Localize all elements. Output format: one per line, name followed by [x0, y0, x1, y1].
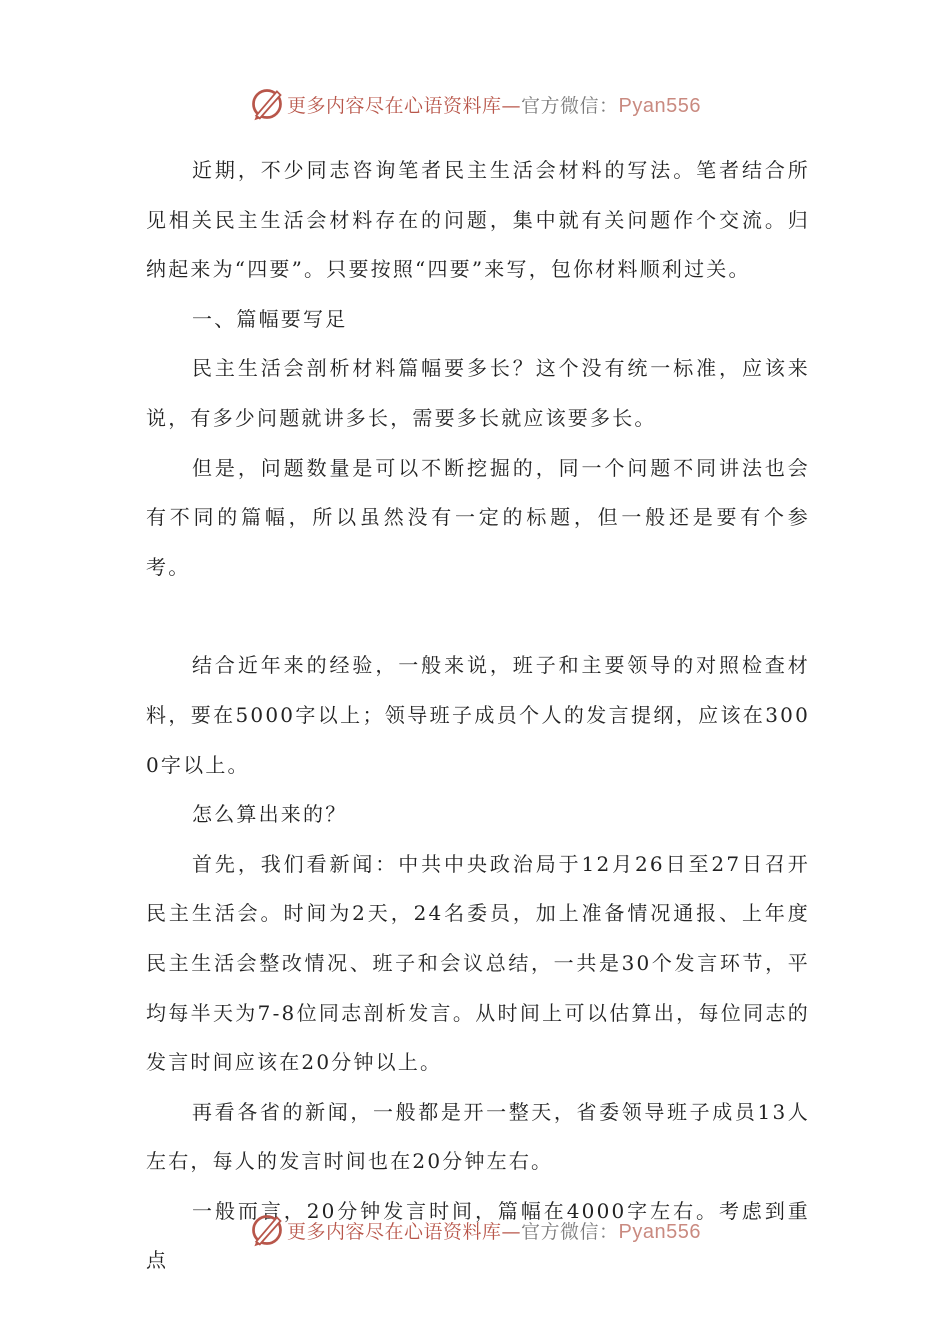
- footer-banner: [0, 1210, 950, 1250]
- pen-logo-icon: [249, 1212, 285, 1248]
- footer-dash: —: [501, 1220, 522, 1243]
- paragraph-length-question: 民主生活会剖析材料篇幅要多长？这个没有统一标准，应该来说，有多少问题就讲多长，需要多长就应该要多长。: [146, 356, 810, 430]
- header-dash: —: [501, 94, 522, 117]
- section-heading-1: 一、篇幅要写足: [192, 306, 348, 331]
- paragraph-intro: 近期，不少同志咨询笔者民主生活会材料的写法。笔者结合所见相关民主生活会材料存在的问题，集中就有关问题作个交流。归纳起来为“四要”。只要按照“四要”来写，包你材料顺利过关。: [146, 158, 810, 282]
- header-wechat-id: Pyan556: [618, 94, 701, 117]
- footer-banner-text: [287, 1217, 701, 1244]
- paragraph-length-reference: 但是，问题数量是可以不断挖掘的，同一个问题不同讲法也会有不同的篇幅，所以虽然没有一定的标题，但一般还是要有个参考。: [146, 455, 810, 579]
- header-official-label: 官方微信：: [521, 94, 619, 117]
- footer-site-text: 更多内容尽在心语资料库: [287, 1220, 502, 1243]
- paragraph-central-news: 首先，我们看新闻：中共中央政治局于12月26日至27日召开民主生活会。时间为2天，24名委员，加上准备情况通报、上年度民主生活会整改情况、班子和会议总结，一共是30个发言环节，平均每半天为7-8位同志剖析发言。从时间上可以估算出，每位同志的发言时间应该在20分钟以上。: [146, 851, 810, 1075]
- paragraph-experience: 结合近年来的经验，一般来说，班子和主要领导的对照检查材料，要在5000字以上；领导班子成员个人的发言提纲，应该在3000字以上。: [146, 653, 810, 777]
- blank-line: [146, 592, 810, 641]
- header-banner-text: [287, 91, 701, 118]
- header-site-text: 更多内容尽在心语资料库: [287, 94, 502, 117]
- paragraph-word-count: 一般而言，20分钟发言时间，篇幅在4000字左右。考虑到重点: [146, 1198, 810, 1273]
- paragraph-provincial-news: 再看各省的新闻，一般都是开一整天，省委领导班子成员13人左右，每人的发言时间也在20分钟左右。: [146, 1099, 810, 1174]
- pen-logo-icon: [249, 86, 285, 122]
- paragraph-how-calculated: 怎么算出来的？: [192, 802, 348, 827]
- header-banner: [0, 84, 950, 124]
- footer-wechat-id: Pyan556: [618, 1220, 701, 1243]
- footer-official-label: 官方微信：: [521, 1220, 619, 1243]
- document-body: [146, 146, 810, 1286]
